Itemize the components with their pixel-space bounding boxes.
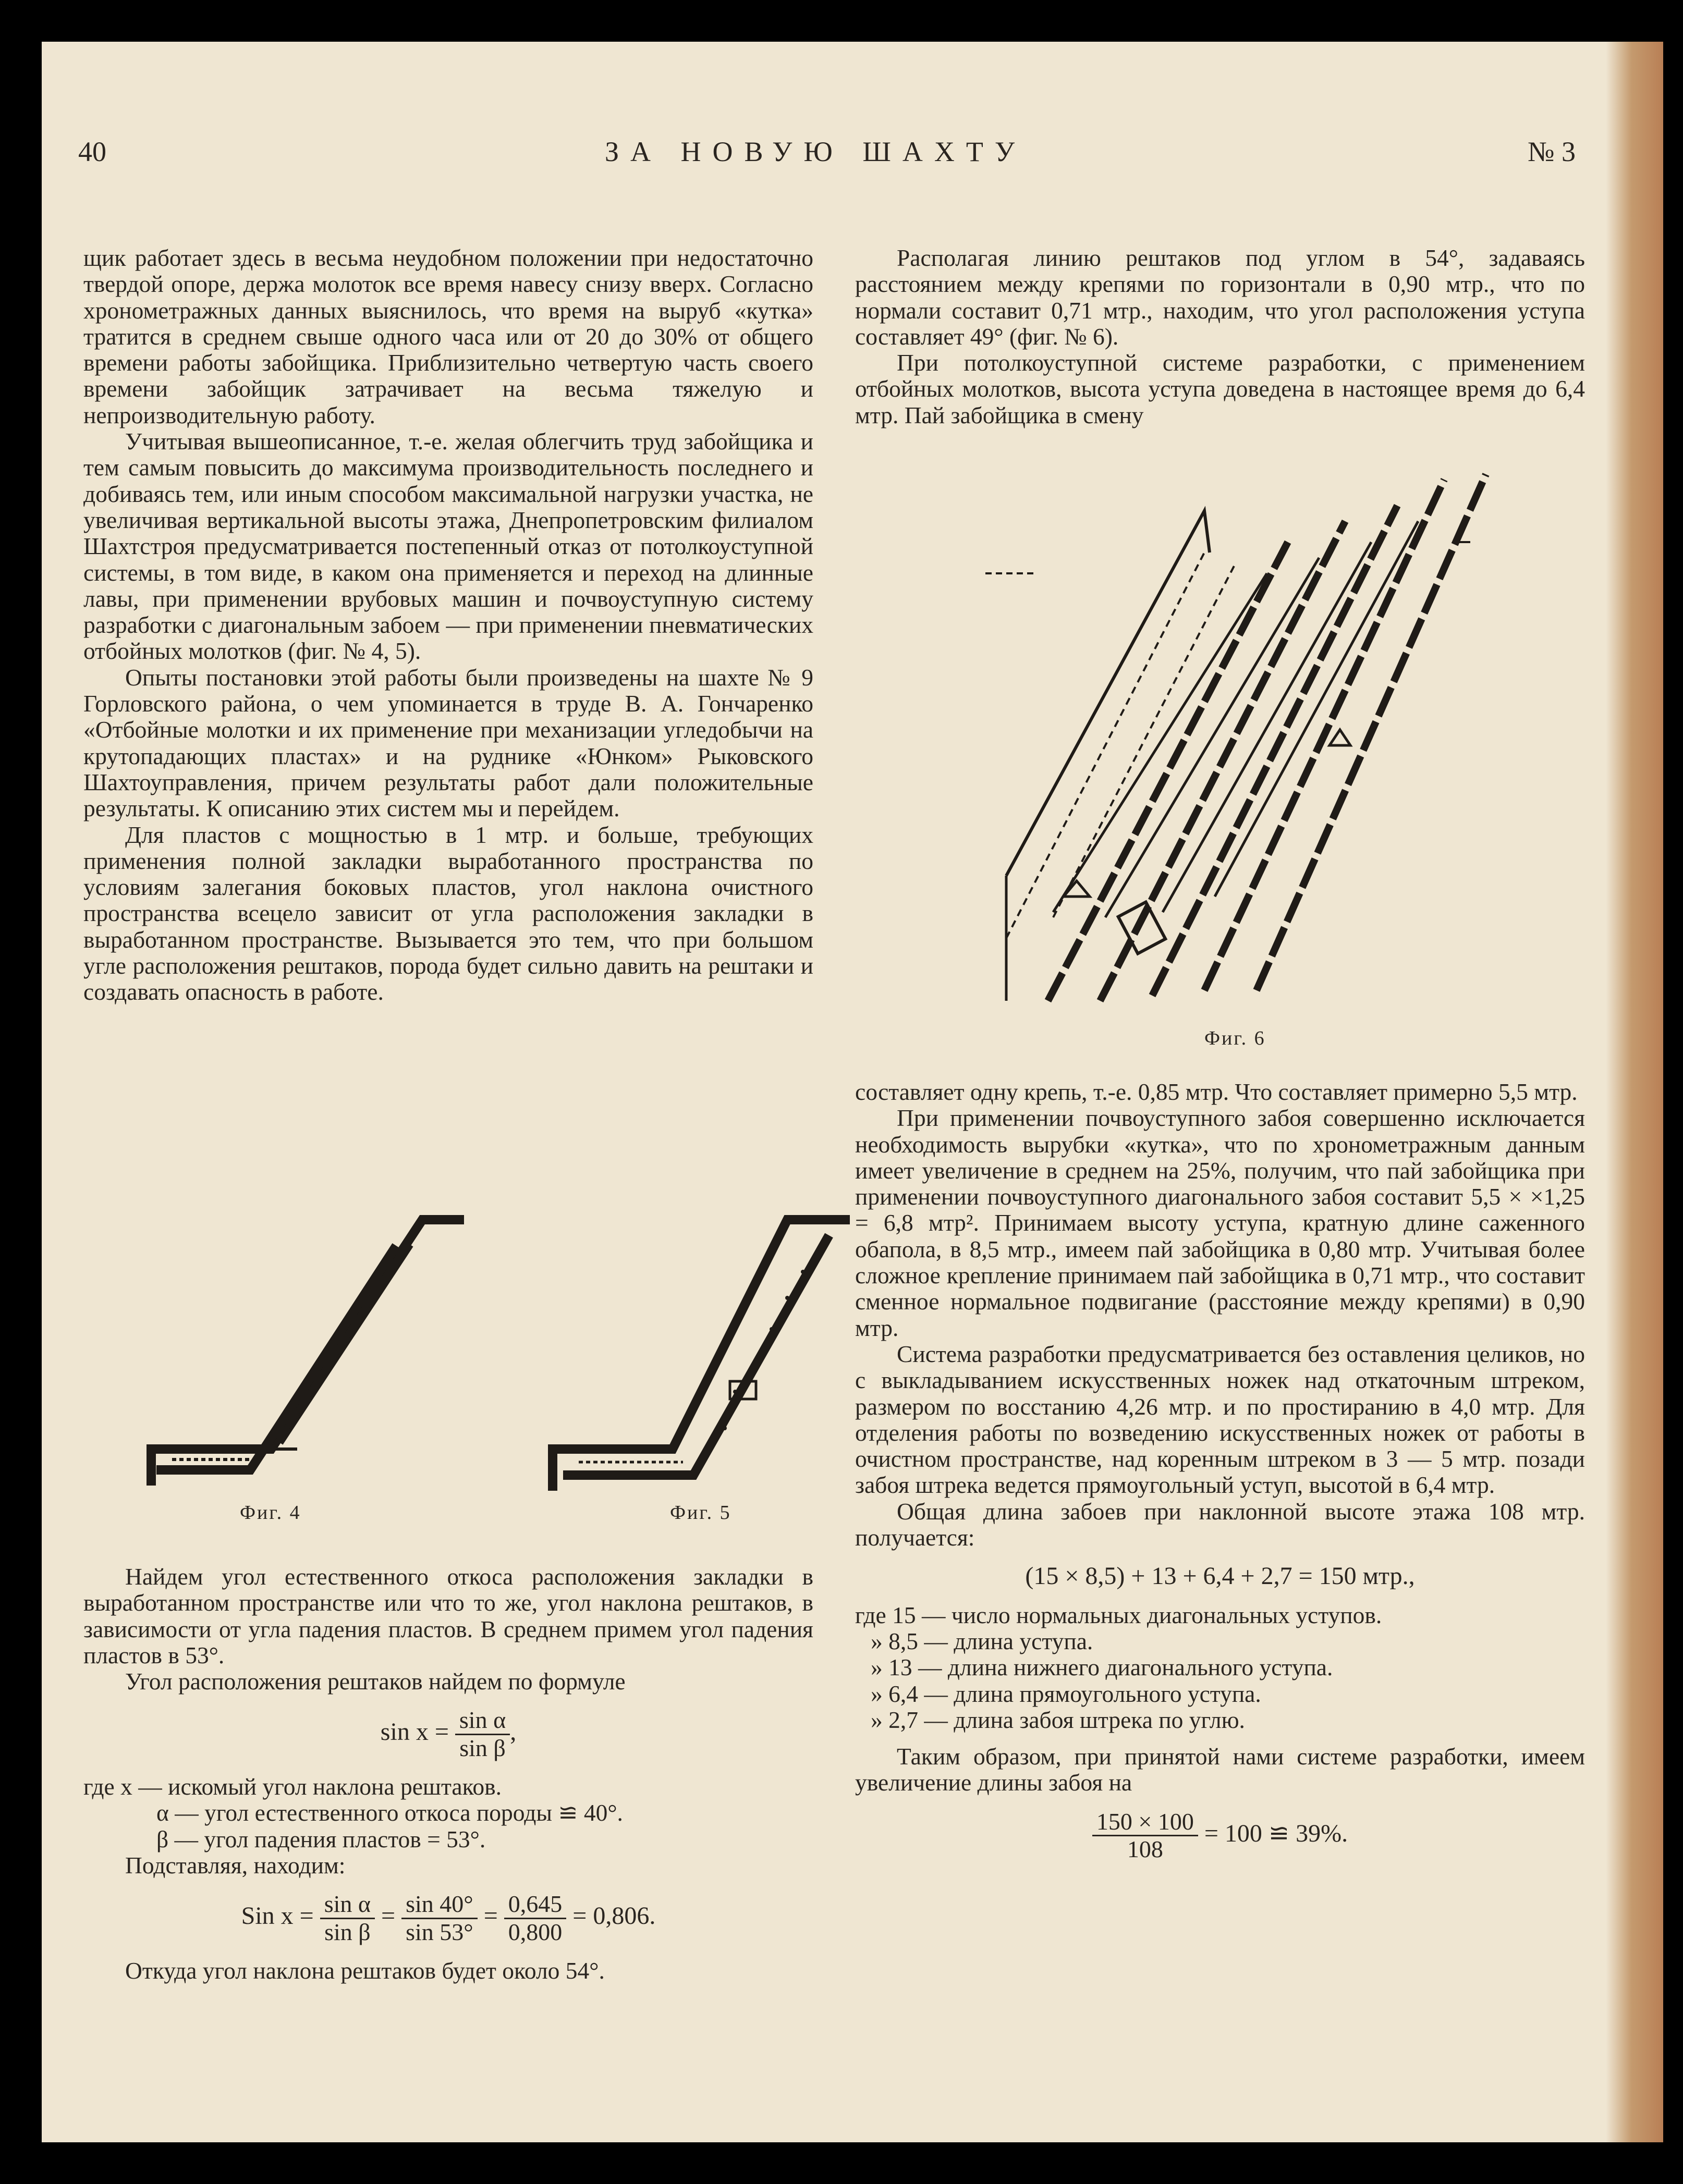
fraction (320, 1891, 375, 1945)
formula-substitution: Sin x = $\frac{\text{sin α}}{\text{sin β}}$ = $\frac{\sin 40^\circ}{\sin 53^\circ}$ = $\frac{0,645}{0,800}$ = 0,806. (241, 1891, 656, 1945)
formula-lhs: Sin x = (241, 1902, 314, 1930)
denominator: 108 (1127, 1836, 1163, 1863)
fraction (504, 1891, 567, 1945)
definition-beta: β — угол падения пластов = 53°. (156, 1825, 486, 1852)
list-item: » 6,4 — длина прямоугольного уступа. (871, 1680, 1261, 1707)
paragraph: Учитывая вышеописанное, т.-е. желая облегчить труд забойщика и тем самым повысить до максимума производительность последнего и добиваясь тем, или иным способом максимальной нагрузки участка, не увеличивая вертикальной высоты этажа, Днепропетровским филиалом Шахтстроя предусматривается постепенный отказ от потолкоуступной системы, в том виде, в каком она применяется и переход на длинные лавы, при применении врубовых машин и почвоуступную систему разработки с диагональным забоем — при применении пневматических отбойных молотков (фиг. № 4, 5). (83, 428, 813, 665)
definition-x: где x — искомый угол наклона рештаков. (83, 1773, 502, 1800)
paragraph: составляет одну крепь, т.-е. 0,85 мтр. Что составляет примерно 5,5 мтр. (855, 1078, 1578, 1105)
paragraph: При применении почвоуступного забоя совершенно исключается необходимость вырубки «кутка», что по хронометражным данным имеет увеличение в среднем на 25%, получим, что пай забойщика при применении почвоуступного диагонального забоя составит 5,5 × ×1,25 = 6,8 мтр². Принимаем высоту уступа, кратную длине саженного обапола, в 8,5 мтр., имеем пай забойщика в 0,80 мтр. Учитывая более сложное крепление принимаем пай забойщика в 0,71 мтр., что составит сменное нормальное подвигание (расстояние между крепями) в 0,90 мтр. (855, 1105, 1585, 1341)
figure-6-diagram (985, 417, 1496, 1022)
list-item: где 15 — число нормальных диагональных уступов. (855, 1601, 1382, 1628)
page-number: 40 (78, 136, 106, 167)
paragraph: При потолкоуступной системе разработки, с применением отбойных молотков, высота уступа доведена в настоящее время до 6,4 мтр. Пай забойщика в смену (855, 349, 1585, 428)
paragraph: Откуда угол наклона рештаков будет около 54°. (125, 1957, 605, 1984)
paragraph: щик работает здесь в весьма неудобном положении при недостаточно твердой опоре, держа молоток все время навесу снизу вверх. Согласно хронометражных данных выяснилось, что время на выруб «кутка» тратится в среднем свыше одного часа или от 20 до 30% от общего времени работы забойщика. Приблизительно четвертую часть своего времени забойщик затрачивает на весьма тяжелую и непроизводительную работу. (83, 244, 813, 428)
denominator: sin β (324, 1918, 371, 1945)
paragraph: Таким образом, при принятой нами системе разработки, имеем увеличение длины забоя на (855, 1743, 1585, 1796)
paragraph: Найдем угол естественного откоса расположения закладки в выработанном пространстве или что то же, угол наклона рештаков, в зависимости от угла падения пластов. В среднем примем угол падения пластов в 53°. (83, 1563, 813, 1668)
denominator: sin β (459, 1734, 506, 1761)
numerator: 150 × 100 (1092, 1809, 1198, 1836)
paragraph: Подставляя, находим: (125, 1851, 346, 1879)
formula-sin-x (83, 1707, 813, 1761)
formula-tail: , (510, 1718, 517, 1746)
paragraph: Общая длина забоев при наклонной высоте этажа 108 мтр. получается: (855, 1498, 1585, 1551)
formula-increase (855, 1809, 1585, 1863)
paragraph: Угол расположения рештаков найдем по формуле (125, 1668, 626, 1695)
list-item: » 2,7 — длина забоя штрека по углю. (871, 1706, 1245, 1733)
left-column-bottom (83, 1564, 813, 1984)
paragraph: Система разработки предусматривается без оставления целиков, но с выкладыванием искусственных ножек над откаточным штреком, размером по восстанию 4,26 мтр. и по простиранию в 4,0 мтр. Для отделения работы по возведению искусственных ножек от работы в очистном пространстве, над коренным штреком в 3 — 5 мтр. позади забоя штрека ведется прямоугольный уступ, высотой в 6,4 мтр. (855, 1340, 1585, 1499)
definition-alpha: α — угол естественного откоса породы ≌ 40°. (156, 1799, 623, 1826)
formula-result: = 100 ≌ 39%. (1204, 1819, 1348, 1847)
numerator: sin 40° (401, 1891, 478, 1919)
numerator: sin α (455, 1707, 510, 1735)
denominator: sin 53° (406, 1918, 473, 1945)
figure-5-diagram (537, 1194, 871, 1496)
fraction (1092, 1809, 1198, 1863)
formula-total-length: (15 × 8,5) + 13 + 6,4 + 2,7 = 150 мтр., (1025, 1562, 1415, 1590)
paragraph: Для пластов с мощностью в 1 мтр. и больше, требующих применения полной закладки выработанного пространства по условиям залегания боковых пластов, угол наклона очистного пространства всецело зависит от угла расположения закладки в выработанном пространстве. Вызывается это тем, что при большом угле расположения рештаков, порода будет сильно давить на рештаки и создавать опасность в работе. (83, 821, 813, 1005)
right-column-top (855, 245, 1585, 428)
figure-5-caption: Фиг. 5 (670, 1502, 731, 1524)
figure-4-caption: Фиг. 4 (240, 1502, 301, 1524)
formula-lhs: sin x = (380, 1718, 449, 1746)
paragraph: Опыты постановки этой работы были произведены на шахте № 9 Горловского района, о чем упоминается в труде В. А. Гончаренко «Отбойные молотки и их применение при механизации угледобычи на крутопадающих пластах» и на руднике «Юнком» Рыковского Шахтоуправления, причем результаты работ дали положительные результаты. К описанию этих систем мы и перейдем. (83, 664, 813, 822)
denominator: 0,800 (508, 1918, 563, 1945)
page (42, 42, 1663, 2142)
left-column-top (83, 245, 813, 1005)
fraction (401, 1891, 478, 1945)
fraction (455, 1707, 510, 1761)
paragraph: Располагая линию рештаков под углом в 54°, задаваясь расстоянием между крепями по горизонтали в 0,90 мтр., что по нормали составит 0,71 мтр., находим, что угол расположения уступа составляет 49° (фиг. № 6). (855, 244, 1585, 350)
journal-title: ЗА НОВУЮ ШАХТУ (605, 136, 1027, 167)
list-item: » 8,5 — длина уступа. (871, 1627, 1093, 1654)
book-spine-shadow (1606, 42, 1663, 2142)
numerator: 0,645 (504, 1891, 567, 1919)
numerator: sin α (320, 1891, 375, 1919)
issue-number: № 3 (1528, 136, 1576, 167)
formula-result: = 0,806. (572, 1902, 656, 1930)
figure-4-diagram (141, 1199, 474, 1491)
list-item: » 13 — длина нижнего диагонального уступа. (871, 1654, 1333, 1681)
figure-6-caption: Фиг. 6 (1204, 1027, 1266, 1049)
right-column-bottom (855, 1079, 1585, 1875)
legend-list (855, 1602, 1585, 1733)
